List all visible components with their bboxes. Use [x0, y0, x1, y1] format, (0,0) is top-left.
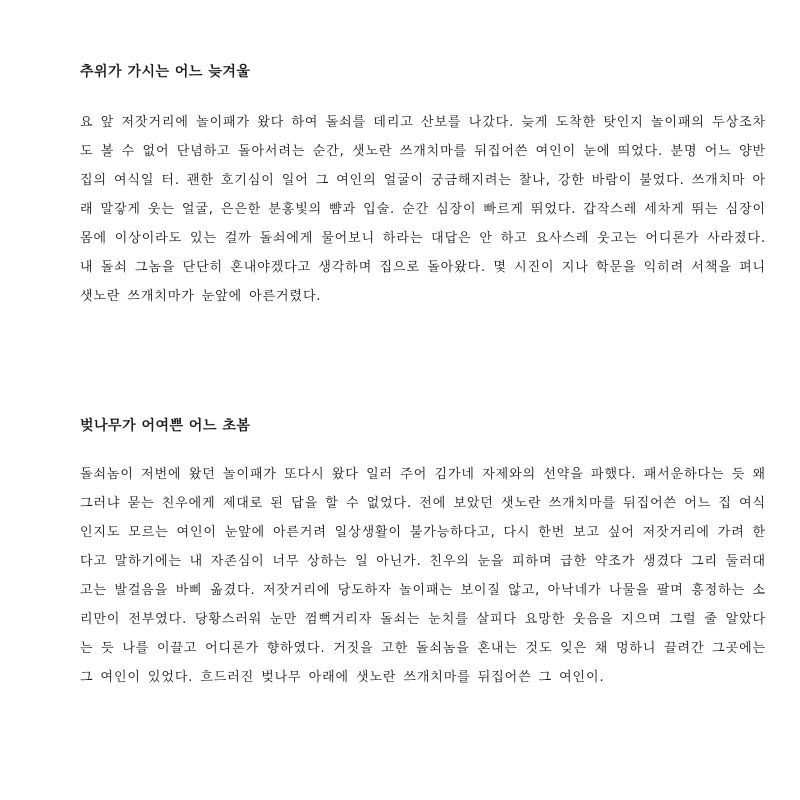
diary-entry-2 — [80, 416, 766, 685]
entry-body: 요 앞 저잣거리에 놀이패가 왔다 하여 돌쇠를 데리고 산보를 나갔다. 늦게 도착한 탓인지 놀이패의 두상조차도 볼 수 없어 단념하고 돌아서려는 순간, 샛노란 쓰개치마를 뒤집어쓴 여인이 눈에 띄었다. 분명 어느 양반 집의 여식일 터. 괜한 호기심이 일어 그 여인의 얼굴이 궁금해지려는 찰나, 강한 바람이 불었다. 쓰개치마 아래 말갛게 웃는 얼굴, 은은한 분홍빛의 뺨과 입술. 순간 심장이 빠르게 뛰었다. 갑작스레 세차게 뛰는 심장이 몸에 이상이라도 있는 걸까 돌쇠에게 물어보니 하라는 대답은 안 하고 요사스레 웃고는 어디론가 사라졌다. 내 돌쇠 그놈을 단단히 혼내야겠다고 생각하며 집으로 돌아왔다. 몇 시진이 지나 학문을 익히려 서책을 펴니 샛노란 쓰개치마가 눈앞에 아른거렸다. — [80, 115, 766, 304]
entry-heading: 추위가 가시는 어느 늦겨울 — [80, 64, 251, 80]
entry-heading: 벚나무가 어여쁜 어느 초봄 — [80, 418, 251, 434]
diary-entry-1 — [80, 62, 766, 304]
entry-body: 돌쇠놈이 저번에 왔던 놀이패가 또다시 왔다 일러 주어 김가네 자제와의 선약을 파했다. 패서운하다는 듯 왜 그러냐 묻는 친우에게 제대로 된 답을 할 수 없었다. 전에 보았던 샛노란 쓰개치마를 뒤집어쓴 어느 집 여식인지도 모르는 여인이 눈앞에 아른거려 일상생활이 불가능하다고, 다시 한번 보고 싶어 저잣거리에 가려 한다고 말하기에는 내 자존심이 너무 상하는 일 아닌가. 친우의 눈을 피하며 급한 약조가 생겼다 그리 둘러대고는 발걸음을 바삐 옮겼다. 저잣거리에 당도하자 놀이패는 보이질 않고, 아낙네가 나물을 팔며 흥정하는 소리만이 전부였다. 당황스러워 눈만 껌뻑거리자 돌쇠는 눈치를 살피다 요망한 웃음을 지으며 그럴 줄 알았다는 듯 나를 이끌고 어디론가 향하였다. 거짓을 고한 돌쇠놈을 혼내는 것도 잊은 채 멍하니 끌려간 그곳에는 그 여인이 있었다. 흐드러진 벚나무 아래에 샛노란 쓰개치마를 뒤집어쓴 그 여인이. — [80, 467, 766, 685]
